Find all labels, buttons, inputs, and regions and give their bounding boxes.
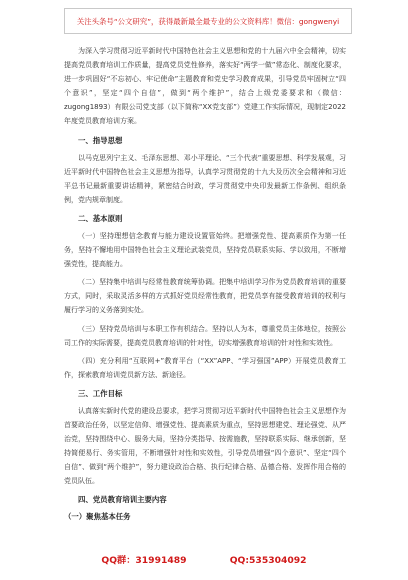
section-heading-work-goals: 三、工作目标 bbox=[78, 388, 123, 398]
top-banner bbox=[64, 8, 352, 34]
subsection-heading-basic-tasks: （一）聚焦基本任务 bbox=[64, 512, 131, 522]
qq-footer bbox=[0, 552, 408, 566]
principle-paragraph-2: （二）坚持集中培训与经常性教育统筹协调。把集中培训学习作为党员教育培训的重要方式，同时，采取灵活多样的方式抓好党员经常性教育，把党员享有接受教育培训的权利与履行学习的义务落到实处。 bbox=[64, 278, 346, 315]
qq-group-text: QQ群：31991489 bbox=[101, 555, 187, 566]
section-heading-basic-principles: 二、基本原则 bbox=[78, 213, 123, 223]
work-goals-paragraph: 认真落实新时代党的建设总要求，把学习贯彻习近平新时代中国特色社会主义思想作为首要政治任务，以坚定信仰、增强党性、提高素质为重点，坚持思想建党、理论强党、从严治党，坚持围绕中心、服务大局，坚持分类指导、按需施教，坚持联系实际、继承创新，坚持简便易行、务实管用，不断增强针对性和实效性，引导党员增强“四个意识”、坚定“四个自信”、做到“两个维护”，努力建设政治合格、执行纪律合格、品德合格、发挥作用合格的党员队伍。 bbox=[64, 406, 346, 486]
section-heading-guiding-thought: 一、指导思想 bbox=[78, 135, 123, 145]
document-body bbox=[64, 44, 346, 524]
principle-paragraph-1: （一）坚持理想信念教育与能力建设设置管始终。把增强党性、提高素质作为第一任务，坚持不懈地用中国特色社会主义理论武装党员，坚持党员联系实际、学以致用，不断增强党性，提高能力。 bbox=[64, 231, 346, 269]
banner-text: 关注头条号“公文研究”，获得最新最全最专业的公文资料库！微信：gongwenyi bbox=[76, 16, 340, 26]
principle-paragraph-3: （三）坚持党员培训与本职工作有机结合。坚持以人为本，尊重党员主体地位，按照公司工作的实际需要，提高党员教育培训的针对性，切实增强教育培训的针对性和实效性。 bbox=[64, 324, 346, 347]
guiding-thought-paragraph: 以马克思列宁主义、毛泽东思想、邓小平理论、“三个代表”重要思想、科学发展观，习近平新时代中国特色社会主义思想为指导，认真学习贯彻党的十九大及历次全会精神和习近平总书记最新重要讲话精神，紧密结合时政，学习贯彻党中央印发最新工作条例、组织条例，党内规章制度。 bbox=[64, 153, 346, 204]
intro-paragraph: 为深入学习贯彻习近平新时代中国特色社会主义思想和党的十九届六中全会精神，切实提高党员教育培训工作质量，提高党员党性修养，落实好“两学一做”常态化、制度化要求，进一步巩固好“不忘初心、牢记使命”主题教育和党史学习教育成果，引导党员牢固树立“四个意识”，坚定“四个自信”，做到“两个维护”，结合上级党委要求和（微信：zugong1893）有限公司党支部（以下简称“XX党支部”）党建工作实际情况，现制定2022年度党员教育培训方案。 bbox=[64, 47, 346, 126]
qq-number-text: QQ:535304092 bbox=[229, 555, 307, 566]
section-heading-training-content: 四、党员教育培训主要内容 bbox=[78, 495, 167, 505]
principle-paragraph-4: （四）充分利用“互联网+”教育平台（“XX”APP、“学习强国”APP）开展党员教育工作，探索教育培训党员新方法、新途径。 bbox=[64, 356, 346, 379]
